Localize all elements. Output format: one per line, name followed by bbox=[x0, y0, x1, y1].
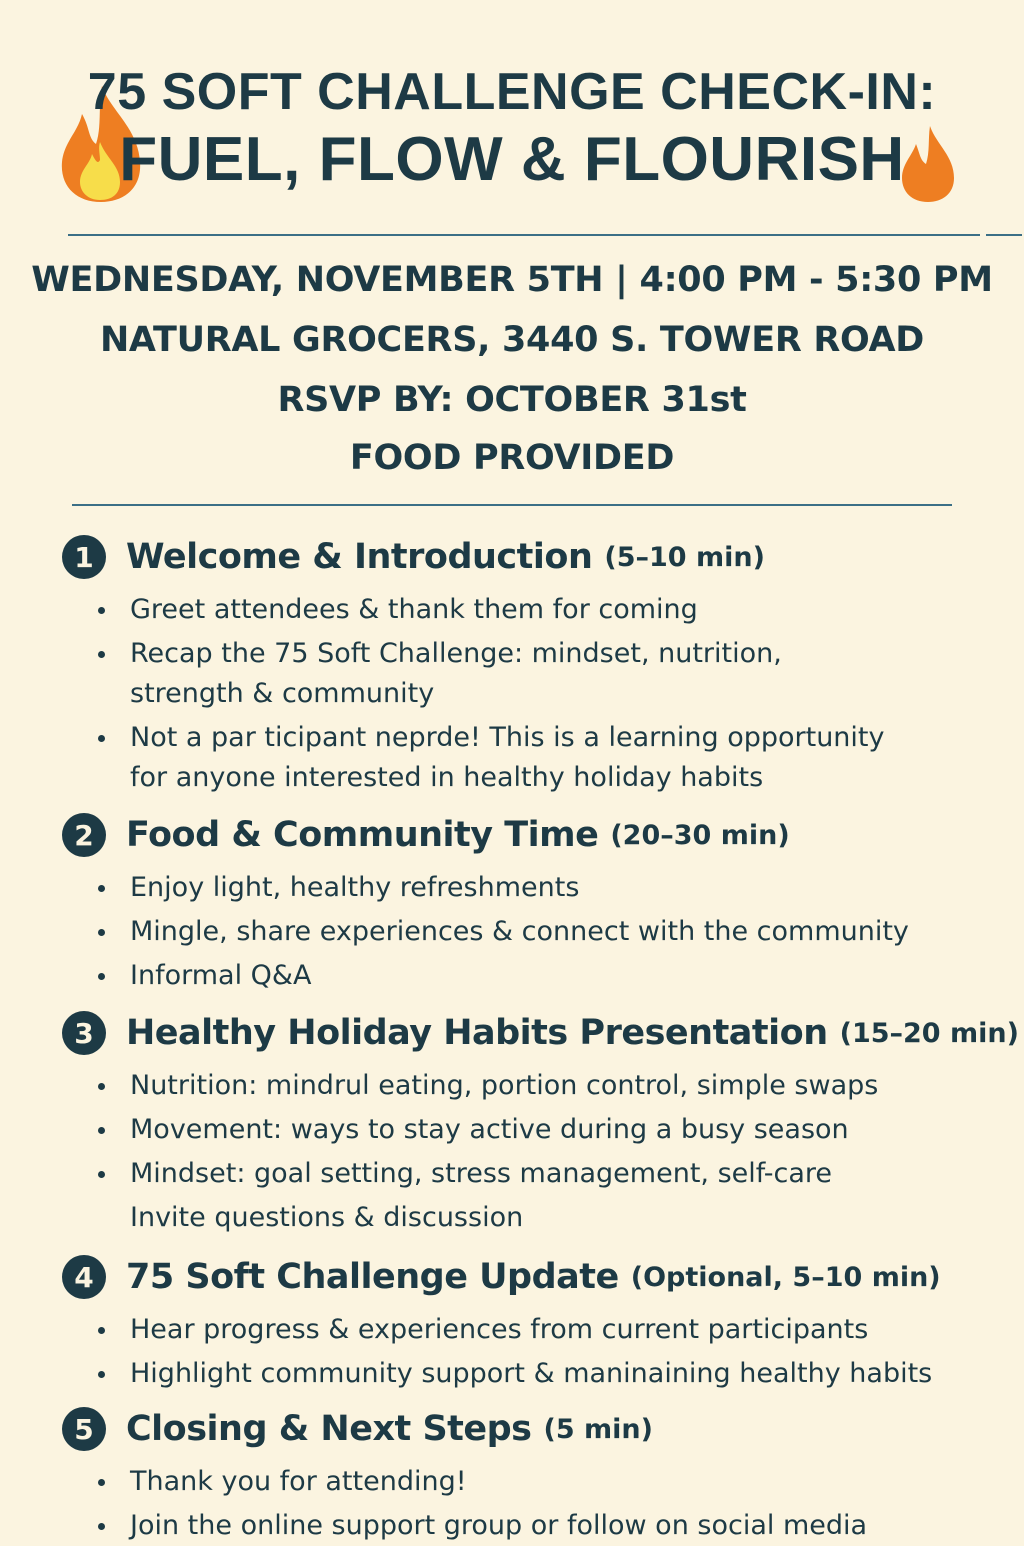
step-number-badge: 4 bbox=[62, 1255, 106, 1299]
section-header bbox=[62, 1406, 1012, 1452]
section-duration: (Optional, 5–10 min) bbox=[630, 1261, 941, 1293]
step-number-badge: 1 bbox=[62, 535, 106, 579]
section-title: Closing & Next Steps bbox=[126, 1409, 532, 1449]
section-title: Welcome & Introduction bbox=[126, 537, 593, 577]
list-item: Thank you for attending! bbox=[62, 1462, 1012, 1502]
event-location: NATURAL GROCERS, 3440 S. TOWER ROAD bbox=[99, 320, 925, 360]
section-title: Healthy Holiday Habits Presentation bbox=[126, 1013, 828, 1053]
list-item: Highlight community support & maninaining healthy habits bbox=[62, 1354, 1012, 1394]
agenda-section-4 bbox=[62, 1254, 1012, 1394]
list-item: Enjoy light, healthy refreshments bbox=[62, 868, 1012, 908]
list-item: Not a par ticipant neprde! This is a learning opportunity for anyone interested in healthy holiday habits bbox=[62, 718, 1012, 798]
event-datetime: WEDNESDAY, NOVEMBER 5TH | 4:00 PM - 5:30 PM bbox=[31, 260, 993, 300]
section-header bbox=[62, 1254, 1012, 1300]
section-header bbox=[62, 812, 1012, 858]
section-duration: (5–10 min) bbox=[604, 541, 765, 573]
divider bbox=[986, 234, 1022, 236]
list-item: Informal Q&A bbox=[62, 956, 1012, 996]
section-duration: (5 min) bbox=[543, 1413, 653, 1445]
section-header bbox=[62, 1010, 1019, 1056]
step-number-badge: 5 bbox=[62, 1407, 106, 1451]
agenda-section-5 bbox=[62, 1406, 1012, 1546]
page-subtitle: FUEL, FLOW & FLOURISH bbox=[119, 125, 905, 194]
list-item: Mindset: goal setting, stress management, self-care bbox=[62, 1154, 1012, 1194]
bullet-list bbox=[62, 868, 1012, 996]
section-title: 75 Soft Challenge Update bbox=[126, 1257, 619, 1297]
section-duration: (20–30 min) bbox=[610, 819, 790, 851]
list-item: Join the online support group or follow on social media bbox=[62, 1506, 1012, 1546]
agenda-section-3 bbox=[62, 1010, 1019, 1238]
list-item: Hear progress & experiences from current participants bbox=[62, 1310, 1012, 1350]
list-item: Greet attendees & thank them for coming bbox=[62, 590, 1012, 630]
list-item: Mingle, share experiences & connect with the community bbox=[62, 912, 1012, 952]
agenda-section-2 bbox=[62, 812, 1012, 996]
bullet-list bbox=[62, 1310, 1012, 1394]
list-item: Recap the 75 Soft Challenge: mindset, nutrition, strength & community bbox=[62, 634, 1012, 714]
agenda-section-1 bbox=[62, 534, 1012, 798]
section-title: Food & Community Time bbox=[126, 815, 599, 855]
bullet-list bbox=[62, 590, 1012, 798]
divider bbox=[72, 504, 952, 506]
section-header bbox=[62, 534, 1012, 580]
event-food: FOOD PROVIDED bbox=[349, 438, 675, 478]
bullet-list bbox=[62, 1462, 1012, 1546]
event-rsvp: RSVP BY: OCTOBER 31st bbox=[277, 380, 747, 420]
list-item: Invite questions & discussion bbox=[130, 1202, 524, 1233]
list-item: Nutrition: mindrul eating, portion control, simple swaps bbox=[62, 1066, 1012, 1106]
divider bbox=[68, 234, 980, 236]
list-item: Movement: ways to stay active during a busy season bbox=[62, 1110, 1012, 1150]
page-title: 75 SOFT CHALLENGE CHECK-IN: bbox=[87, 63, 937, 121]
section-duration: (15–20 min) bbox=[839, 1017, 1019, 1049]
step-number-badge: 3 bbox=[62, 1011, 106, 1055]
step-number-badge: 2 bbox=[62, 813, 106, 857]
bullet-list bbox=[62, 1066, 1012, 1238]
